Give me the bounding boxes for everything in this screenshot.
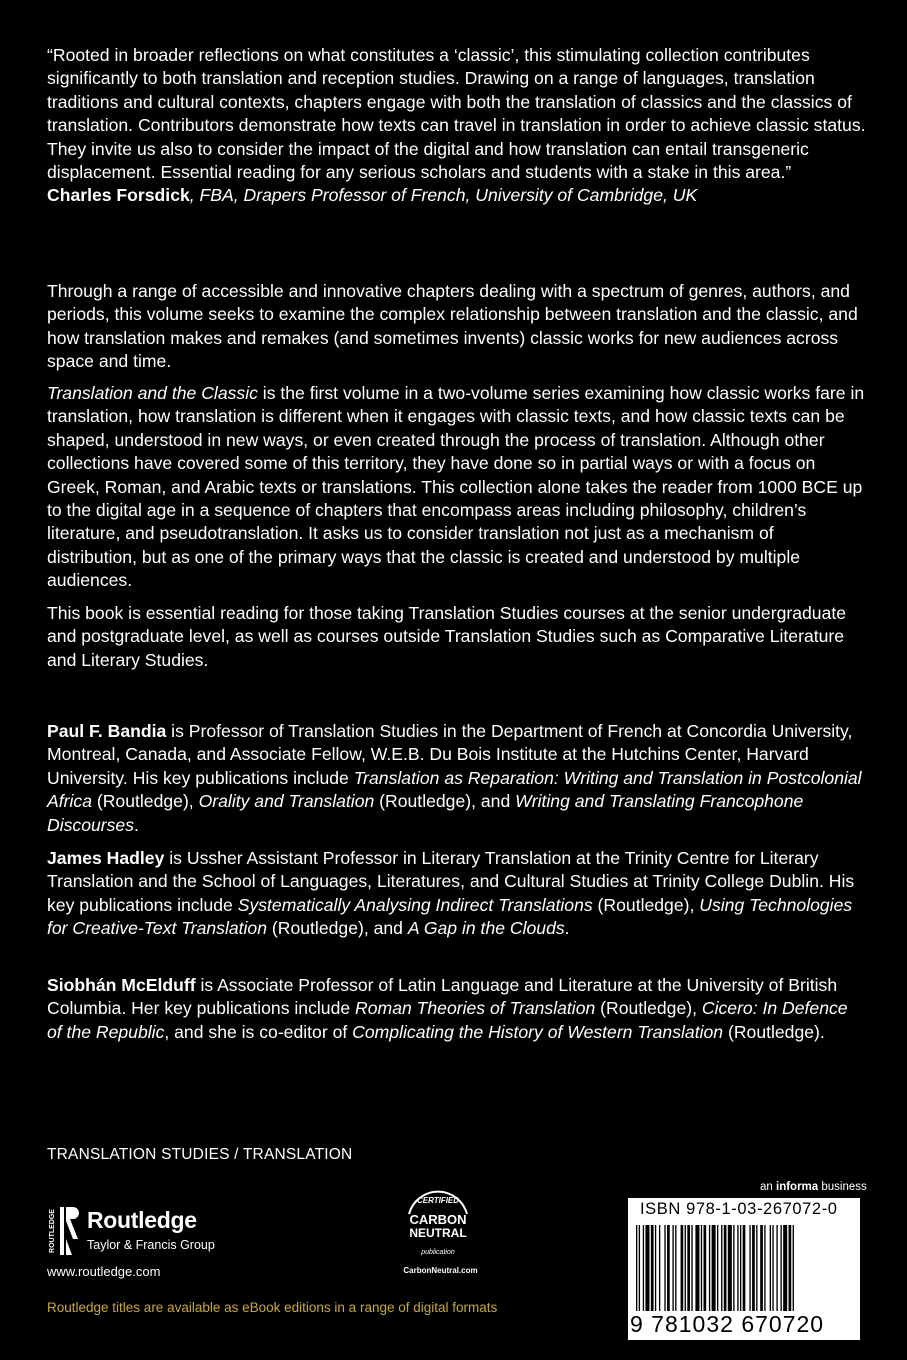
- barcode-bar: [776, 1225, 777, 1311]
- barcode-bar: [764, 1225, 765, 1311]
- barcode-bar: [756, 1225, 757, 1311]
- description-paragraph-3: This book is essential reading for those taking Translation Studies courses at the senior undergraduate and postgraduate level, as well as courses outside Translation Studies such as Comparative Literature and Literary Studies.: [47, 603, 847, 670]
- description-paragraph-2: Translation and the Classic is the first volume in a two-volume series examining how classic works fare in translation, how translation is different when it engages with classic texts, and how classic texts can be shaped, understood in new ways, or even created through the process of translation. Although other collections have covered some of this territory, they have done so in partial ways or with a focus on Greek, Roman, and Arabic texts or translations. This collection alone takes the reader from 1000 BCE up to the digital age in a sequence of chapters that encompass areas including philosophy, children’s literature, and pseudotranslation. It asks us to consider translation not just as a mechanism of distribution, but as one of the primary ways that the classic is created and understood by multiple audiences.: [47, 383, 865, 591]
- barcode-bar: [783, 1225, 787, 1311]
- barcode-bar: [643, 1225, 644, 1311]
- barcode-bar: [667, 1225, 670, 1311]
- barcode-bar: [709, 1225, 710, 1311]
- barcode-bar: [724, 1225, 727, 1311]
- barcode-bar: [672, 1225, 673, 1311]
- description-paragraph-1: Through a range of accessible and innovative chapters dealing with a spectrum of genres, authors, and periods, this volume seeks to examine the complex relationship between translation and the classic, and how translation makes and remakes (and sometimes invents) classic works for new audiences across space and time.: [47, 281, 858, 372]
- barcode-bar: [645, 1225, 649, 1311]
- barcode-bar: [780, 1225, 781, 1311]
- barcode-bar: [721, 1225, 722, 1311]
- barcode-bar: [691, 1225, 692, 1311]
- publisher-name: Routledge: [87, 1207, 197, 1233]
- barcode-bar: [793, 1225, 794, 1311]
- barcode-bar: [685, 1225, 686, 1311]
- barcode-bar: [770, 1225, 771, 1311]
- isbn-digits: 9 781032 670720: [630, 1311, 825, 1337]
- barcode-bar: [789, 1225, 792, 1311]
- barcode-bar: [639, 1225, 640, 1311]
- barcode-bar: [717, 1225, 718, 1311]
- barcode-bar: [651, 1225, 654, 1311]
- barcode-icon: [634, 1225, 854, 1321]
- seal-certified: CERTIFIED: [416, 1196, 460, 1205]
- isbn-barcode-box: [628, 1198, 860, 1340]
- barcode-bar: [737, 1225, 738, 1311]
- barcode-bar: [664, 1225, 665, 1311]
- isbn-label: ISBN 978-1-03-267072-0: [640, 1200, 838, 1218]
- barcode-bar: [733, 1225, 734, 1311]
- endorsement: [47, 44, 867, 208]
- barcode-bar: [681, 1225, 684, 1311]
- book-title: Translation and the Classic: [47, 383, 258, 403]
- subject-category: TRANSLATION STUDIES / TRANSLATION: [47, 1146, 353, 1163]
- carbon-neutral-url: CarbonNeutral.com: [403, 1266, 478, 1275]
- publisher-group: Taylor & Francis Group: [87, 1238, 215, 1252]
- bio-hadley: James Hadley is Ussher Assistant Professor in Literary Translation at the Trinity Centre for Literary Translation and the School of Languages, Literatures, and Cultural Studies at Trinity College Dublin. His key publications include Systematically Analysing Indirect Translations (Routledge), Using Technologies for Creative-Text Translation (Routledge), and A Gap in the Clouds.: [47, 848, 855, 939]
- endorser-affiliation: , FBA, Drapers Professor of French, University of Cambridge, UK: [189, 185, 698, 206]
- barcode-bar: [752, 1225, 755, 1311]
- routledge-spine-text: ROUTLEDGE: [49, 1209, 56, 1253]
- bio-mcelduff: Siobhán McElduff is Associate Professor of Latin Language and Literature at the University of British Columbia. Her key publications include Roman Theories of Translation (Routledge), Cicero: In Defence of the Republic, and she is co-editor of Complicating the History of Western Translation (Routledge).: [47, 975, 848, 1042]
- publisher-url[interactable]: www.routledge.com: [47, 1264, 161, 1279]
- endorsement-quote: “Rooted in broader reflections on what constitutes a ‘classic’, this stimulating collection contributes significantly to both translation and reception studies. Drawing on a range of languages, translation traditions and cultural contexts, chapters engage with both the translation of classics and the classics of translation. Contributors demonstrate how texts can travel in translation in order to achieve classic status. They invite us also to consider the impact of the digital and how translation can entail transgeneric displacement. Essential reading for any serious scholars and students with a stake in this area.”: [47, 45, 866, 183]
- routledge-mark-icon: [47, 1205, 79, 1257]
- bio-bandia: Paul F. Bandia is Professor of Translation Studies in the Department of French at Concordia University, Montreal, Canada, and Associate Fellow, W.E.B. Du Bois Institute at the Hutchins Center, Harvard University. His key publications include Translation as Reparation: Writing and Translation in Postcolonial Africa (Routledge), Orality and Translation (Routledge), and Writing and Translating Francophone Discourses.: [47, 721, 862, 835]
- informa-tagline: an informa business: [760, 1181, 867, 1193]
- barcode-bar: [704, 1225, 707, 1311]
- ebook-note: Routledge titles are available as eBook editions in a range of digital formats: [47, 1300, 498, 1315]
- seal-publication: publication: [421, 1249, 455, 1256]
- barcode-bar: [659, 1225, 660, 1311]
- seal-carbon: CARBON: [409, 1212, 467, 1227]
- endorser-name: Charles Forsdick: [47, 185, 190, 206]
- barcode-bar: [636, 1225, 637, 1311]
- bio-name: Siobhán McElduff: [47, 975, 196, 995]
- barcode-bar: [655, 1225, 656, 1311]
- barcode-bar: [712, 1225, 716, 1311]
- carbon-neutral-seal-icon: [393, 1184, 483, 1274]
- barcode-bar: [749, 1225, 750, 1311]
- barcode-bar: [740, 1225, 741, 1311]
- bio-name: Paul F. Bandia: [47, 721, 167, 741]
- barcode-bar: [695, 1225, 699, 1311]
- barcode-bar: [687, 1225, 690, 1311]
- seal-neutral: NEUTRAL: [409, 1226, 467, 1240]
- barcode-bar: [728, 1225, 732, 1311]
- barcode-bar: [760, 1225, 763, 1311]
- barcode-bar: [772, 1225, 773, 1311]
- bio-name: James Hadley: [47, 848, 165, 868]
- routledge-logo: [47, 1205, 227, 1257]
- barcode-bar: [701, 1225, 702, 1311]
- barcode-bar: [743, 1225, 746, 1311]
- barcode-bar: [675, 1225, 676, 1311]
